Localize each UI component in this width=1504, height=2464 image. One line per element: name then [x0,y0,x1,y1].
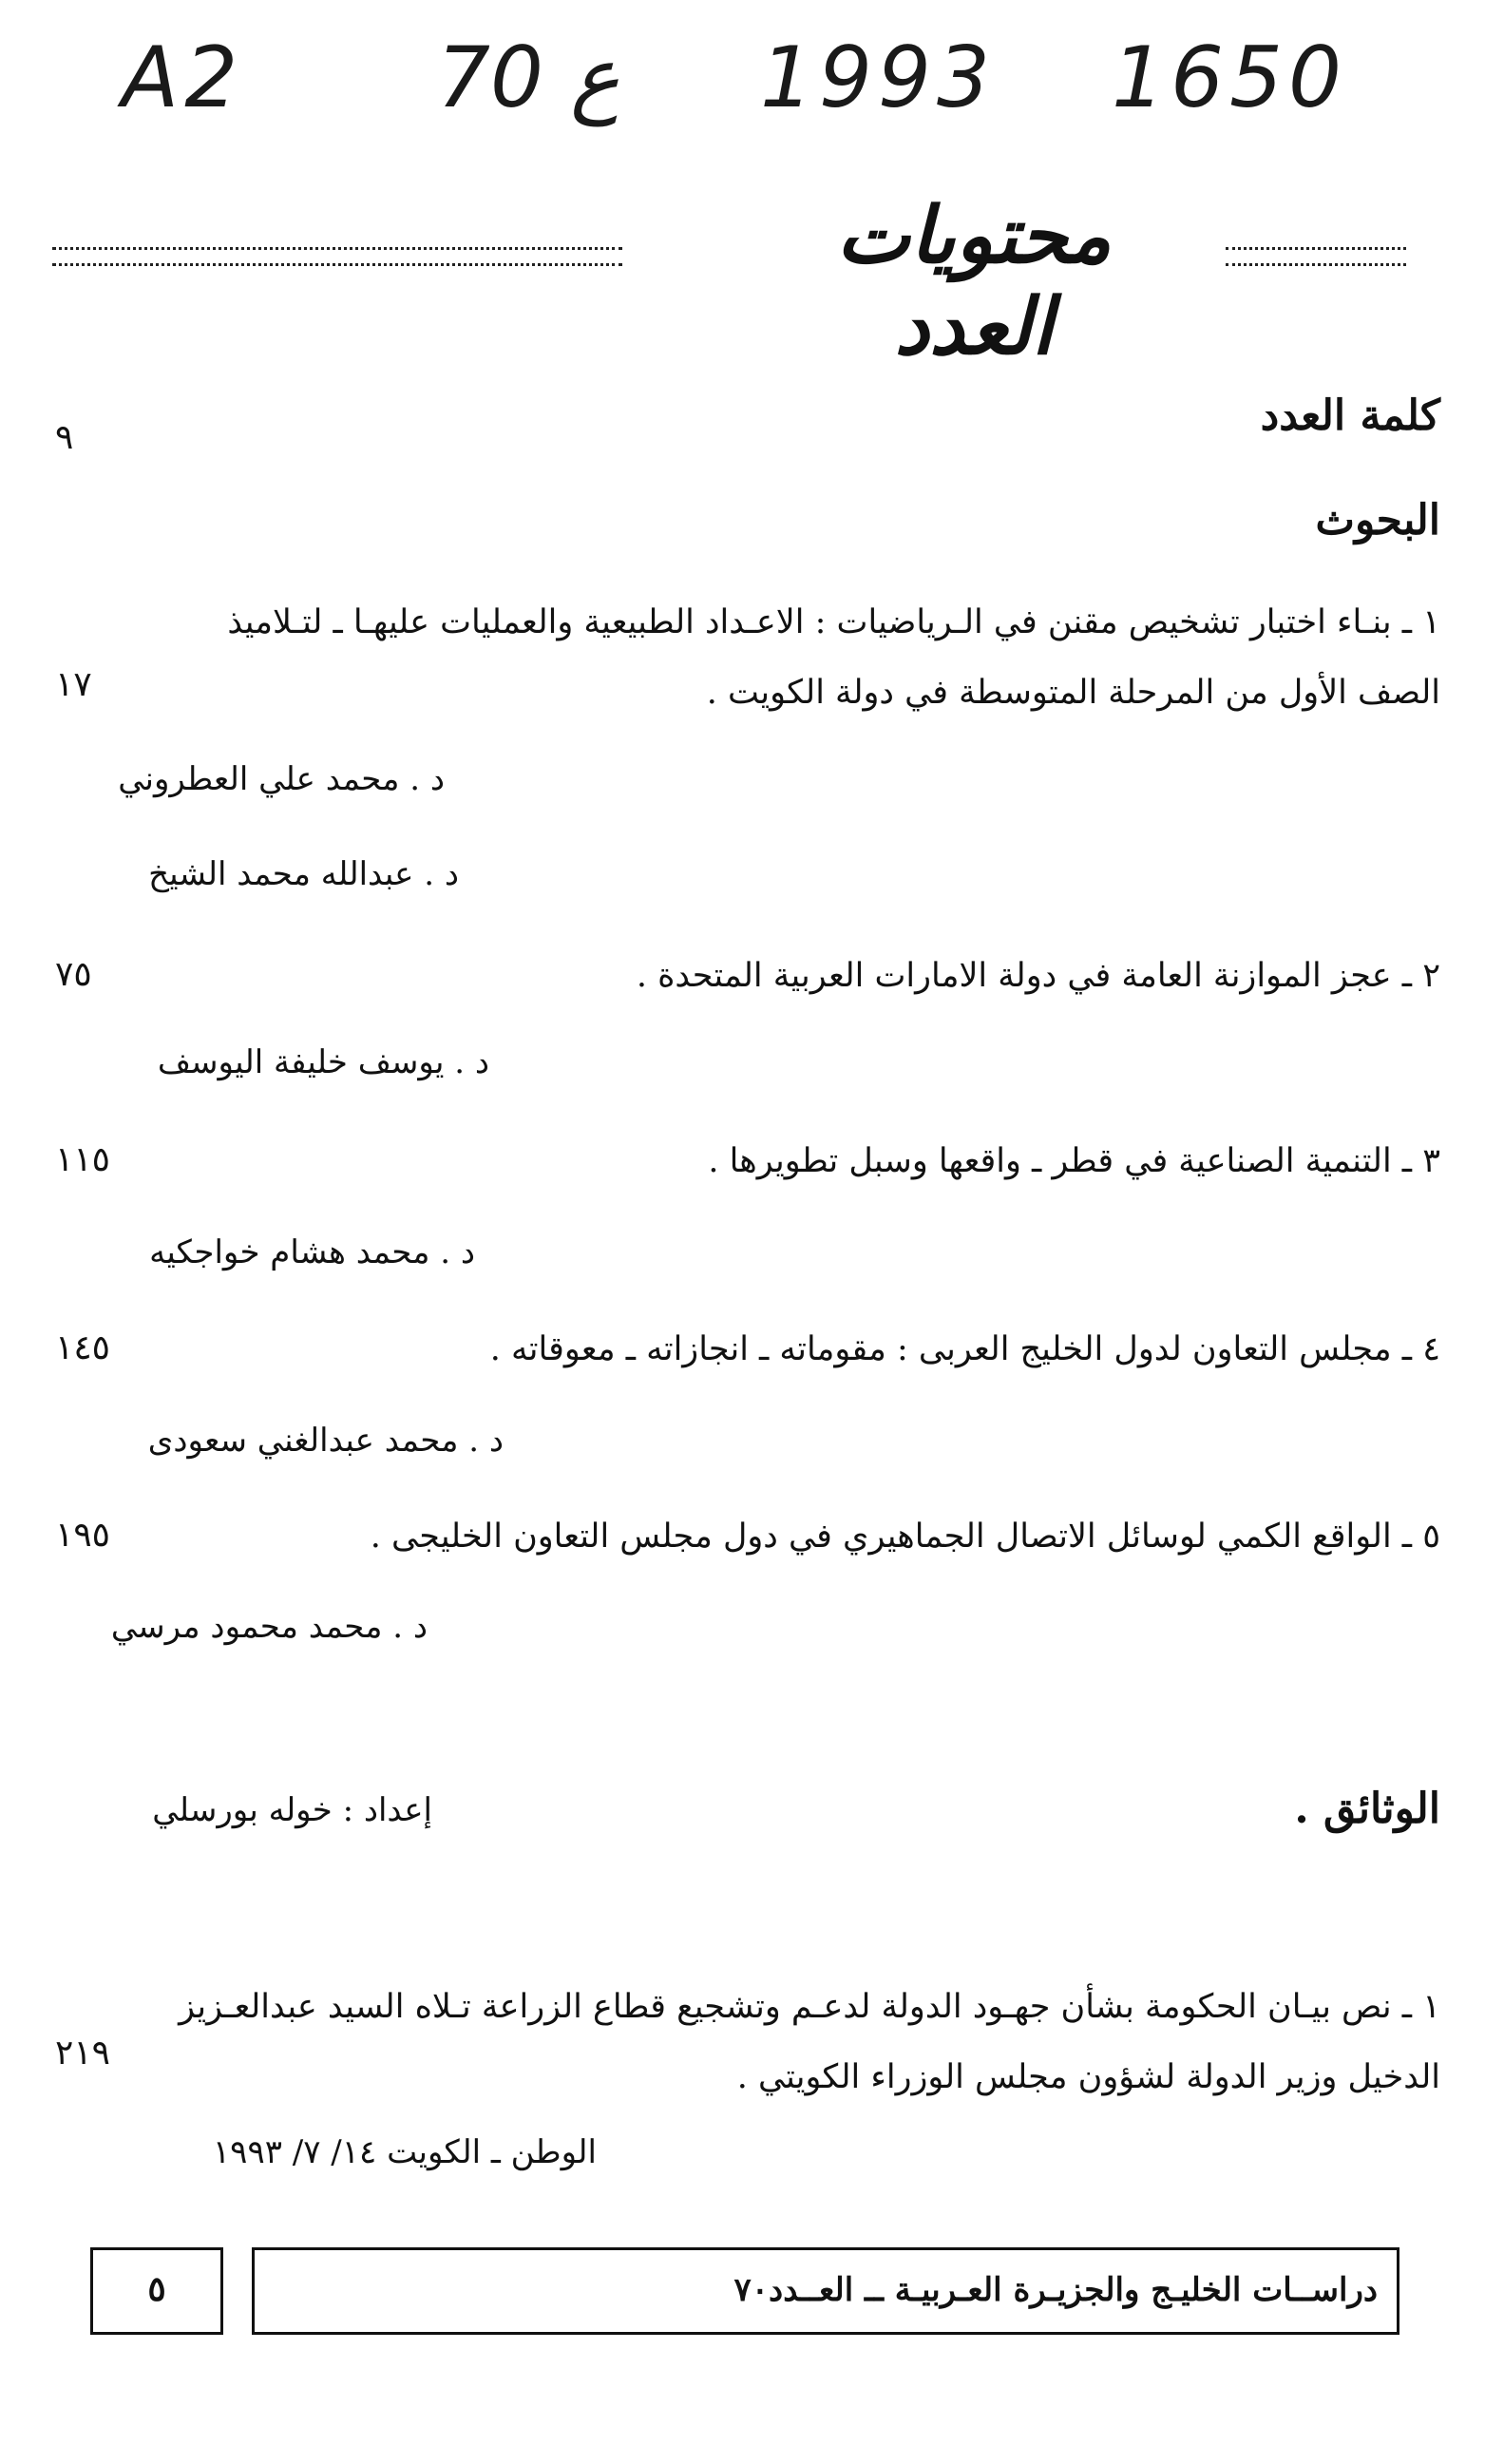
author-name: د . محمد هشام خواجكيه [149,1233,475,1271]
section-research: البحوث [1315,496,1440,544]
page-number: ١٧ [55,665,92,704]
handwritten-year: 1993 [760,29,996,126]
page-number: ١١٥ [55,1140,111,1179]
page-number: ٧٥ [55,955,92,994]
research-item-1 [120,587,1440,728]
footer-journal-title: دراســات الخليـج والجزيـرة العـربيـة ــ العــدد٧٠ [733,2271,1378,2309]
handwritten-issue: 70 ع [437,29,620,126]
page-title: محتويات العدد [836,190,1112,372]
research-item-5 [120,1501,1440,1572]
page-number: ١٩٥ [55,1516,111,1555]
title-rule-right [1226,247,1406,266]
research-item-3 [120,1126,1440,1196]
item-line: الدخيل وزير الدولة لشؤون مجلس الوزراء الكويتي . [736,2058,1440,2096]
document-item-1 [120,1972,1440,2112]
handwritten-number: 1650 [1112,29,1347,126]
item-line: الصف الأول من المرحلة المتوسطة في دولة الكويت . [706,674,1440,712]
documents-prepared-by: إعداد : خوله بورسلي [152,1791,432,1829]
research-item-4 [120,1314,1440,1385]
footer-page-number: ٥ [147,2269,166,2309]
item-line: ١ ـ بنـاء اختبار تشخيص مقنن في الـرياضيات : الاعـداد الطبيعية والعمليات عليهـا ـ لتـلاميذ [227,603,1440,641]
author-name: د . محمد محمود مرسي [110,1608,428,1646]
item-line: ١ ـ نص بيـان الحكومة بشأن جهـود الدولة لدعـم وتشجيع قطاع الزراعة تـلاه السيد عبدالعـزيز [179,1988,1440,2026]
section-documents: الوثائق . [1294,1785,1440,1833]
item-line: ٤ ـ مجلس التعاون لدول الخليج العربى : مقوماته ـ انجازاته ـ معوقاته . [489,1330,1440,1368]
handwritten-code: A2 [122,29,244,126]
author-name: د . محمد علي العطروني [118,760,445,798]
author-name: د . محمد عبدالغني سعودى [147,1422,504,1460]
item-line: ٥ ـ الواقع الكمي لوسائل الاتصال الجماهيري في دول مجلس التعاون الخليجى . [370,1518,1440,1556]
author-name: د . يوسف خليفة اليوسف [157,1043,489,1081]
footer-page-box [90,2247,223,2335]
author-name: د . عبدالله محمد الشيخ [148,855,459,893]
section-editorial: كلمة العدد [1260,392,1440,440]
research-item-2 [120,941,1440,1011]
footer-journal-box [252,2247,1399,2335]
item-line: ٢ ـ عجز الموازنة العامة في دولة الامارات العربية المتحدة . [636,957,1440,995]
title-row [52,190,1406,372]
page-number: ١٤٥ [55,1328,111,1367]
title-rule-left [52,247,622,266]
document-source: الوطن ـ الكويت ١٤/ ٧/ ١٩٩٣ [212,2133,597,2171]
page-number-editorial: ٩ [55,418,74,457]
item-line: ٣ ـ التنمية الصناعية في قطر ـ واقعها وسبل تطويرها . [708,1142,1440,1180]
page-number: ٢١٩ [55,2034,111,2072]
